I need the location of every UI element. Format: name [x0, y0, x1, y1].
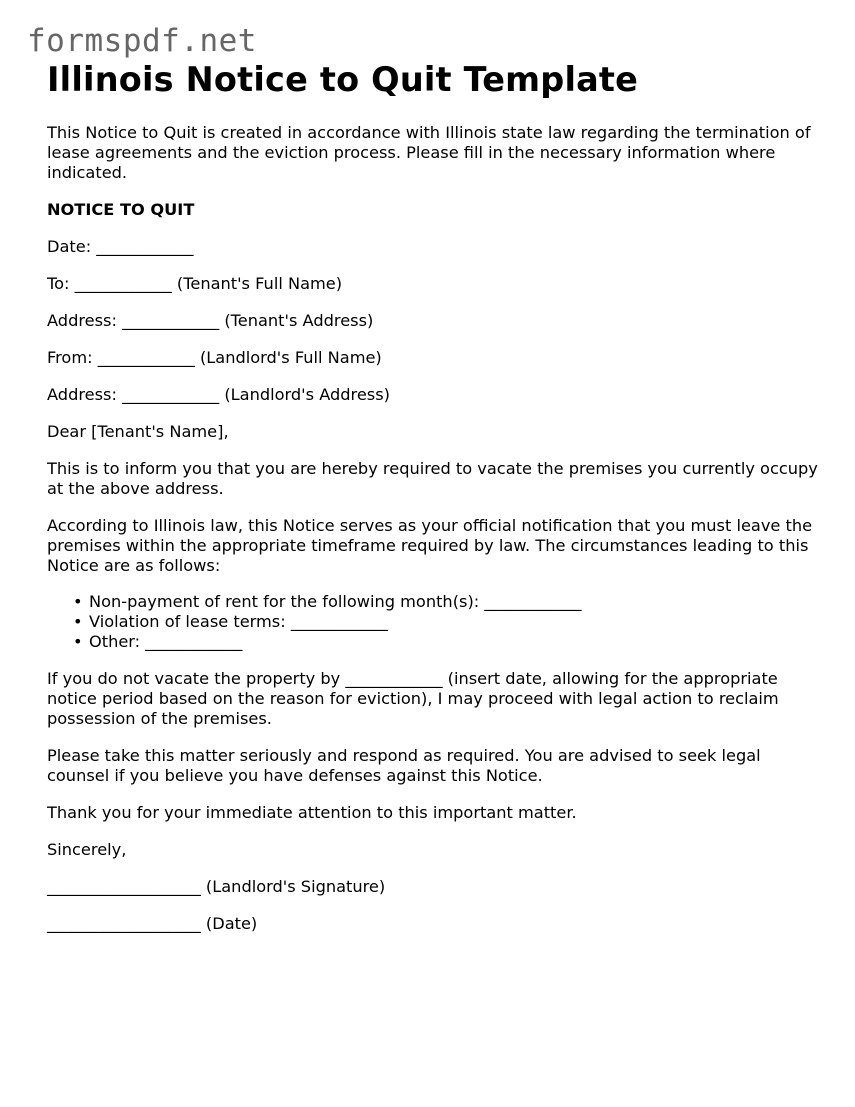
from-field-line: From: ____________ (Landlord's Full Name): [47, 348, 382, 367]
list-item-text: Violation of lease terms: ____________: [89, 612, 388, 631]
salutation: Dear [Tenant's Name],: [47, 422, 229, 441]
bullet-icon: •: [73, 632, 83, 651]
thanks-paragraph: Thank you for your immediate attention to this important matter.: [47, 803, 577, 822]
list-item: [73, 632, 827, 652]
bullet-icon: •: [73, 592, 83, 611]
section-heading: NOTICE TO QUIT: [47, 200, 195, 219]
document-body: [47, 123, 827, 934]
inform-paragraph: This is to inform you that you are hereby required to vacate the premises you currently occupy at the above address.: [47, 459, 818, 498]
document-title: Illinois Notice to Quit Template: [47, 60, 639, 99]
serious-paragraph: Please take this matter seriously and respond as required. You are advised to seek legal counsel if you believe you have defenses against this Notice.: [47, 746, 761, 785]
list-item-text: Non-payment of rent for the following month(s): ____________: [89, 592, 582, 611]
bullet-icon: •: [73, 612, 83, 631]
reasons-list: [47, 592, 827, 652]
list-item: [73, 592, 827, 612]
landlord-address-field-line: Address: ____________ (Landlord's Address): [47, 385, 390, 404]
list-item: [73, 612, 827, 632]
intro-paragraph: This Notice to Quit is created in accordance with Illinois state law regarding the termination of lease agreements and the eviction process. Please fill in the necessary information where indicated.: [47, 123, 811, 182]
to-field-line: To: ____________ (Tenant's Full Name): [47, 274, 343, 293]
watermark: formspdf.net: [27, 23, 257, 59]
landlord-signature-line: ___________________ (Landlord's Signature): [47, 877, 386, 896]
document-page: [47, 60, 827, 934]
date-field-line: Date: ____________: [47, 237, 194, 256]
according-paragraph: According to Illinois law, this Notice serves as your official notification that you must leave the premises within the appropriate timeframe required by law. The circumstances leading to this Notice are as follows:: [47, 516, 813, 575]
vacate-paragraph: If you do not vacate the property by ____________ (insert date, allowing for the appropriate notice period based on the reason for eviction), I may proceed with legal action to reclaim possession of the premises.: [47, 669, 779, 728]
closing: Sincerely,: [47, 840, 127, 859]
list-item-text: Other: ____________: [89, 632, 243, 651]
tenant-address-field-line: Address: ____________ (Tenant's Address): [47, 311, 374, 330]
signature-date-line: ___________________ (Date): [47, 914, 258, 933]
